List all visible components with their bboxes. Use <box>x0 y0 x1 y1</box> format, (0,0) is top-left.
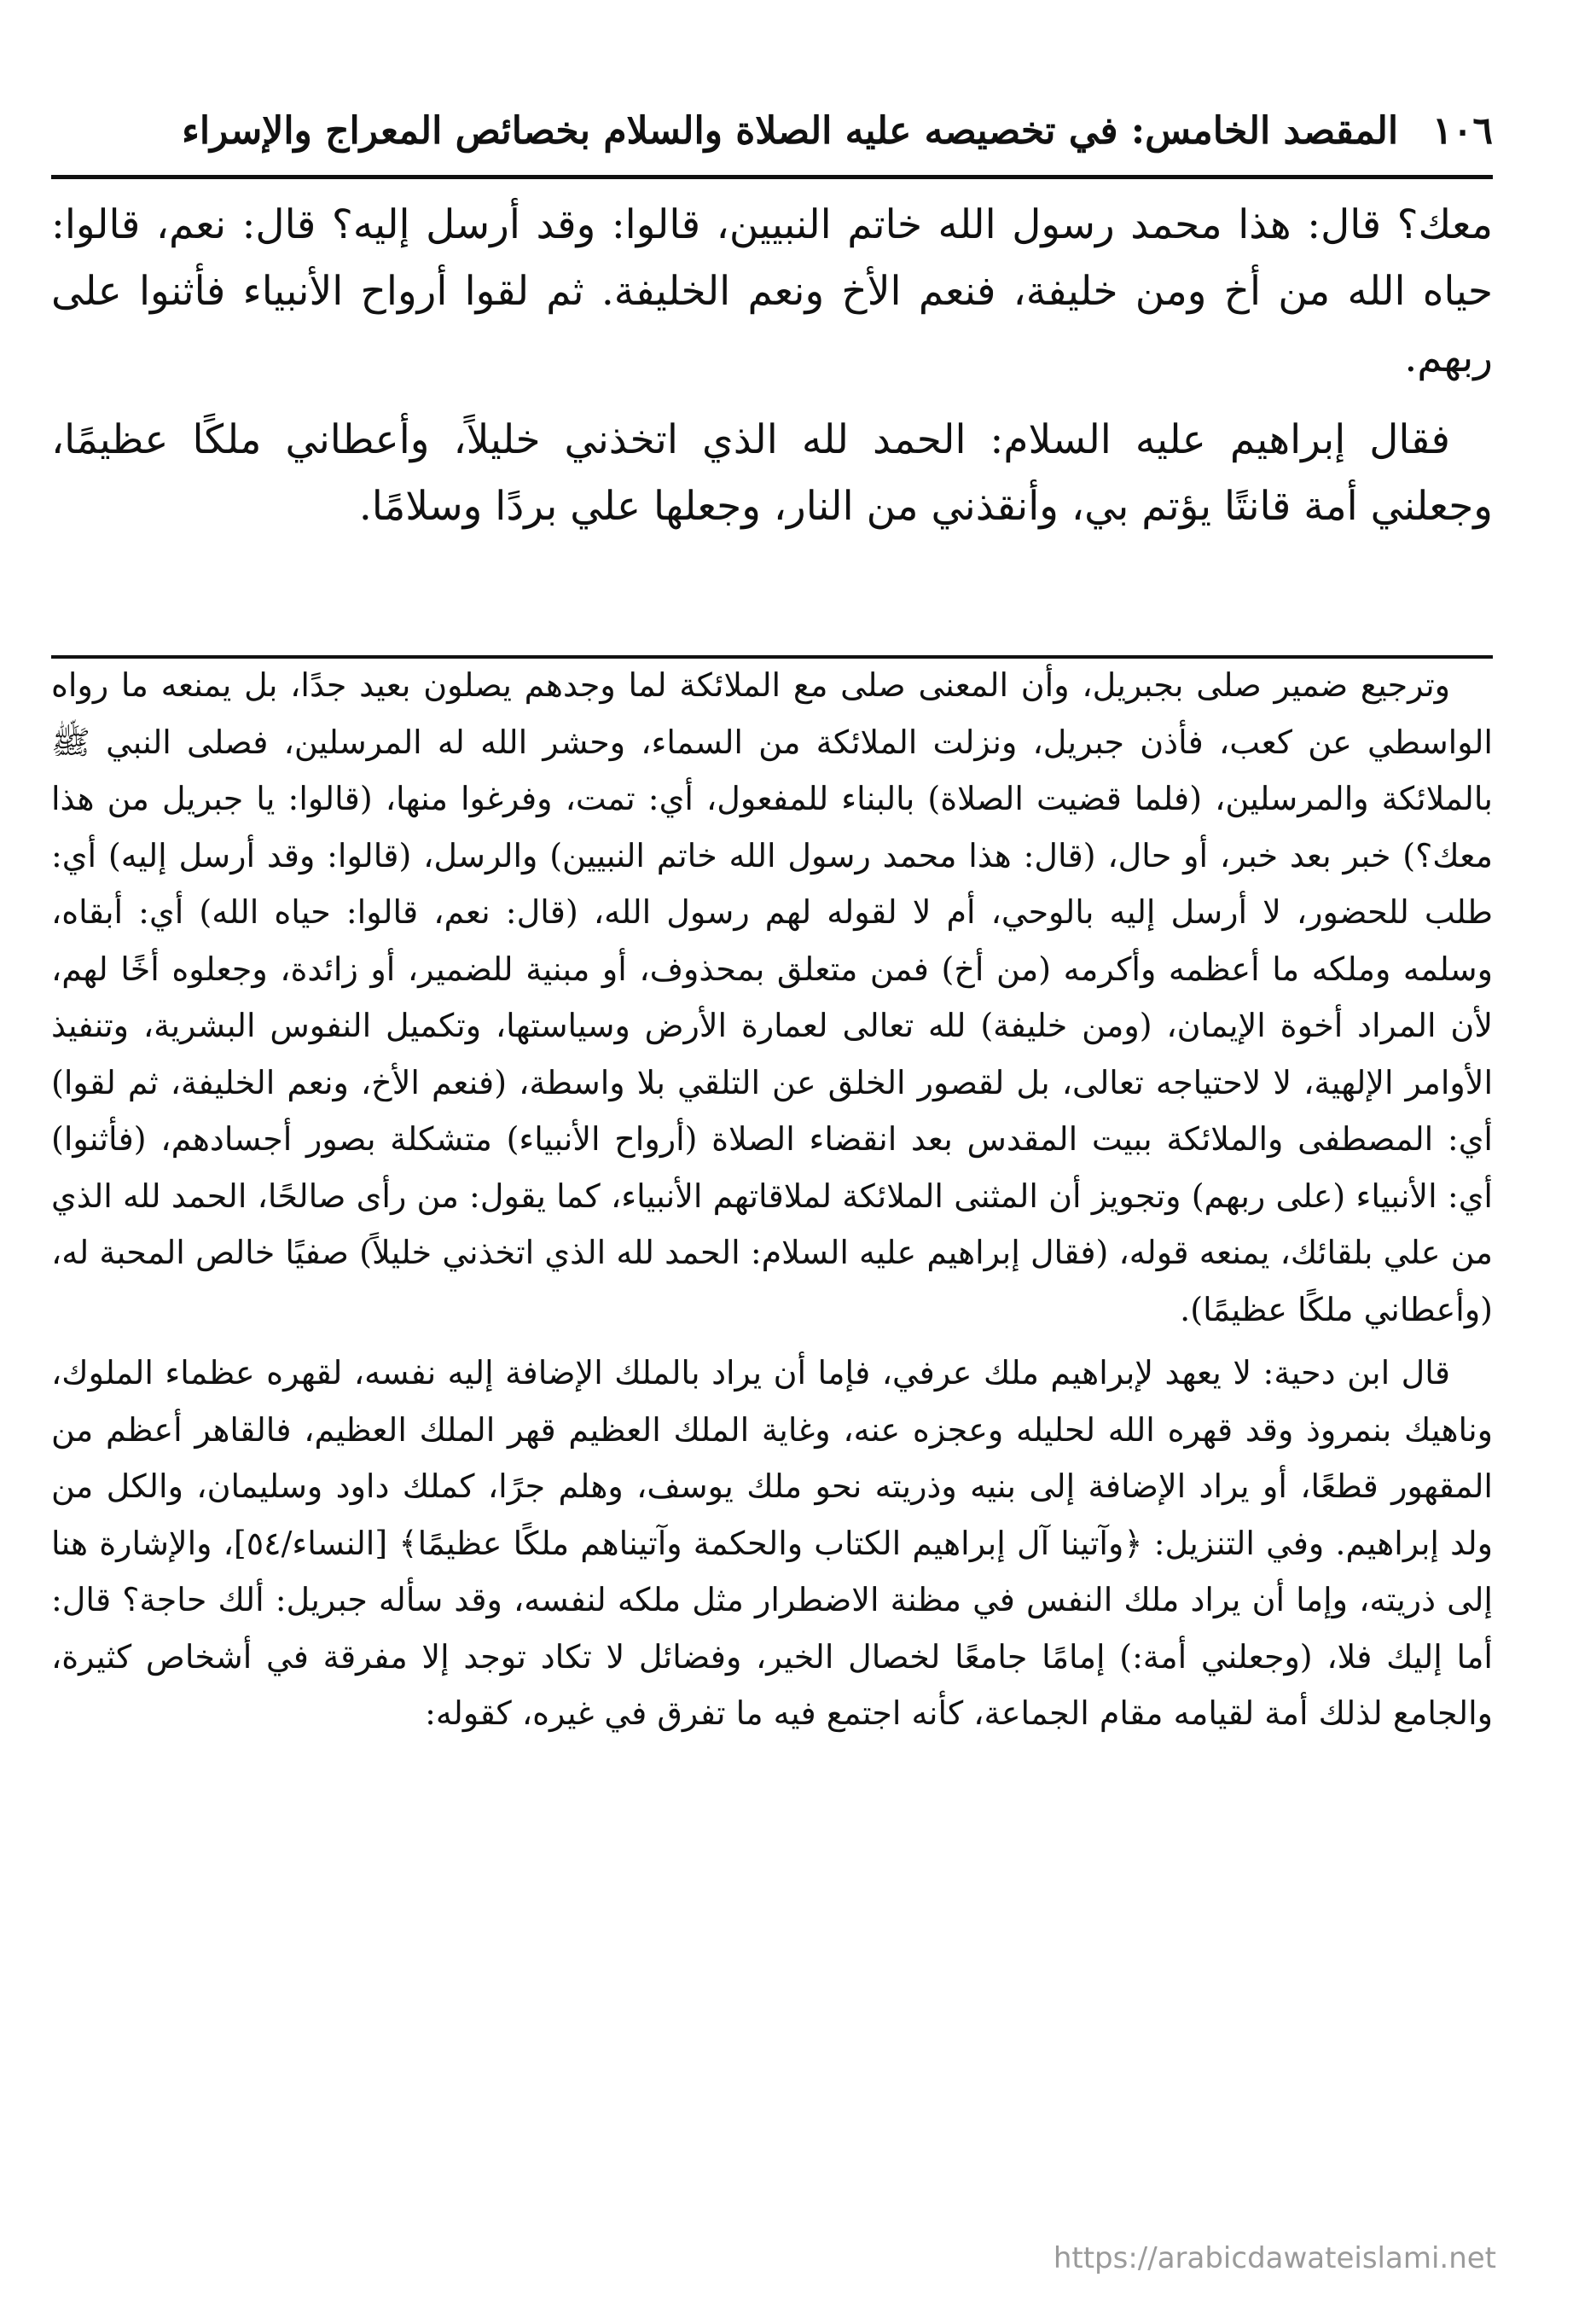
running-title: المقصد الخامس: في تخصيصه عليه الصلاة والسلام بخصائص المعراج والإسراء <box>182 108 1399 153</box>
watermark-url: https://arabicdawateislami.net <box>1053 2241 1496 2275</box>
commentary-text <box>51 657 1493 1742</box>
main-paragraph: فقال إبراهيم عليه السلام: الحمد لله الذي اتخذني خليلاً، وأعطاني ملكًا عظيمًا، وجعلني أمة قانتًا يؤتم بي، وأنقذني من النار، وجعلها علي بردًا وسلامًا. <box>51 416 1493 530</box>
header-rule <box>51 175 1493 179</box>
page-number: ١٠٦ <box>1432 108 1493 153</box>
page-header <box>51 94 1493 167</box>
main-paragraph: معك؟ قال: هذا محمد رسول الله خاتم النبيين، قالوا: وقد أرسل إليه؟ قال: نعم، قالوا: حياه الله من أخ ومن خليفة، فنعم الأخ ونعم الخليفة. ثم لقوا أرواح الأنبياء فأثنوا على ربهم. <box>51 201 1493 381</box>
main-text <box>51 192 1493 555</box>
commentary-paragraph: قال ابن دحية: لا يعهد لإبراهيم ملك عرفي، فإما أن يراد بالملك الإضافة إليه نفسه، لقهره عظماء الملوك، وناهيك بنمروذ وقد قهره الله لحليله وعجزه عنه، وغاية الملك العظيم قهر الملك العظيم، فالقاهر أعظم من المقهور قطعًا، أو يراد الإضافة إلى بنيه وذريته نحو ملك يوسف، وهلم جرًا، كملك داود وسليمان، والكل من ولد إبراهيم. وفي التنزيل: ﴿وآتينا آل إبراهيم الكتاب والحكمة وآتيناهم ملكًا عظيمًا﴾ [النساء/٥٤]، والإشارة هنا إلى ذريته، وإما أن يراد ملك النفس في مظنة الاضطرار مثل ملكه لنفسه، وقد سأله جبريل: ألك حاجة؟ قال: أما إليك فلا، (وجعلني أمة:) إمامًا جامعًا لخصال الخير، وفضائل لا تكاد توجد إلا مفرقة في أشخاص كثيرة، والجامع لذلك أمة لقيامه مقام الجماعة، كأنه اجتمع فيه ما تفرق في غيره، كقوله: <box>51 1354 1493 1732</box>
commentary-paragraph: وترجيع ضمير صلى بجبريل، وأن المعنى صلى مع الملائكة لما وجدهم يصلون بعيد جدًا، بل يمنعه ما رواه الواسطي عن كعب، فأذن جبريل، ونزلت الملائكة من السماء، وحشر الله له المرسلين، فصلى النبي ﷺ بالملائكة والمرسلين، (فلما قضيت الصلاة) بالبناء للمفعول، أي: تمت، وفرغوا منها، (قالوا: يا جبريل من هذا معك؟) خبر بعد خبر، أو حال، (قال: هذا محمد رسول الله خاتم النبيين) والرسل، (قالوا: وقد أرسل إليه) أي: طلب للحضور، لا أرسل إليه بالوحي، أم لا لقوله لهم رسول الله، (قال: نعم، قالوا: حياه الله) أي: أبقاه، وسلمه وملكه ما أعظمه وأكرمه (من أخ) فمن متعلق بمحذوف، أو مبنية للضمير، أو زائدة، وجعلوه أخًا لهم، لأن المراد أخوة الإيمان، (ومن خليفة) لله تعالى لعمارة الأرض وسياستها، وتكميل النفوس البشرية، وتنفيذ الأوامر الإلهية، لا لاحتياجه تعالى، بل لقصور الخلق عن التلقي بلا واسطة، (فنعم الأخ، ونعم الخليفة، ثم لقوا) أي: المصطفى والملائكة ببيت المقدس بعد انقضاء الصلاة (أرواح الأنبياء) متشكلة بصور أجسادهم، (فأثنوا) أي: الأنبياء (على ربهم) وتجويز أن المثنى الملائكة لملاقاتهم الأنبياء، كما يقول: من رأى صالحًا، الحمد لله الذي من علي بلقائك، يمنعه قوله، (فقال إبراهيم عليه السلام: الحمد لله الذي اتخذني خليلاً) صفيًا خالص المحبة له، (وأعطاني ملكًا عظيمًا). <box>51 666 1494 1328</box>
